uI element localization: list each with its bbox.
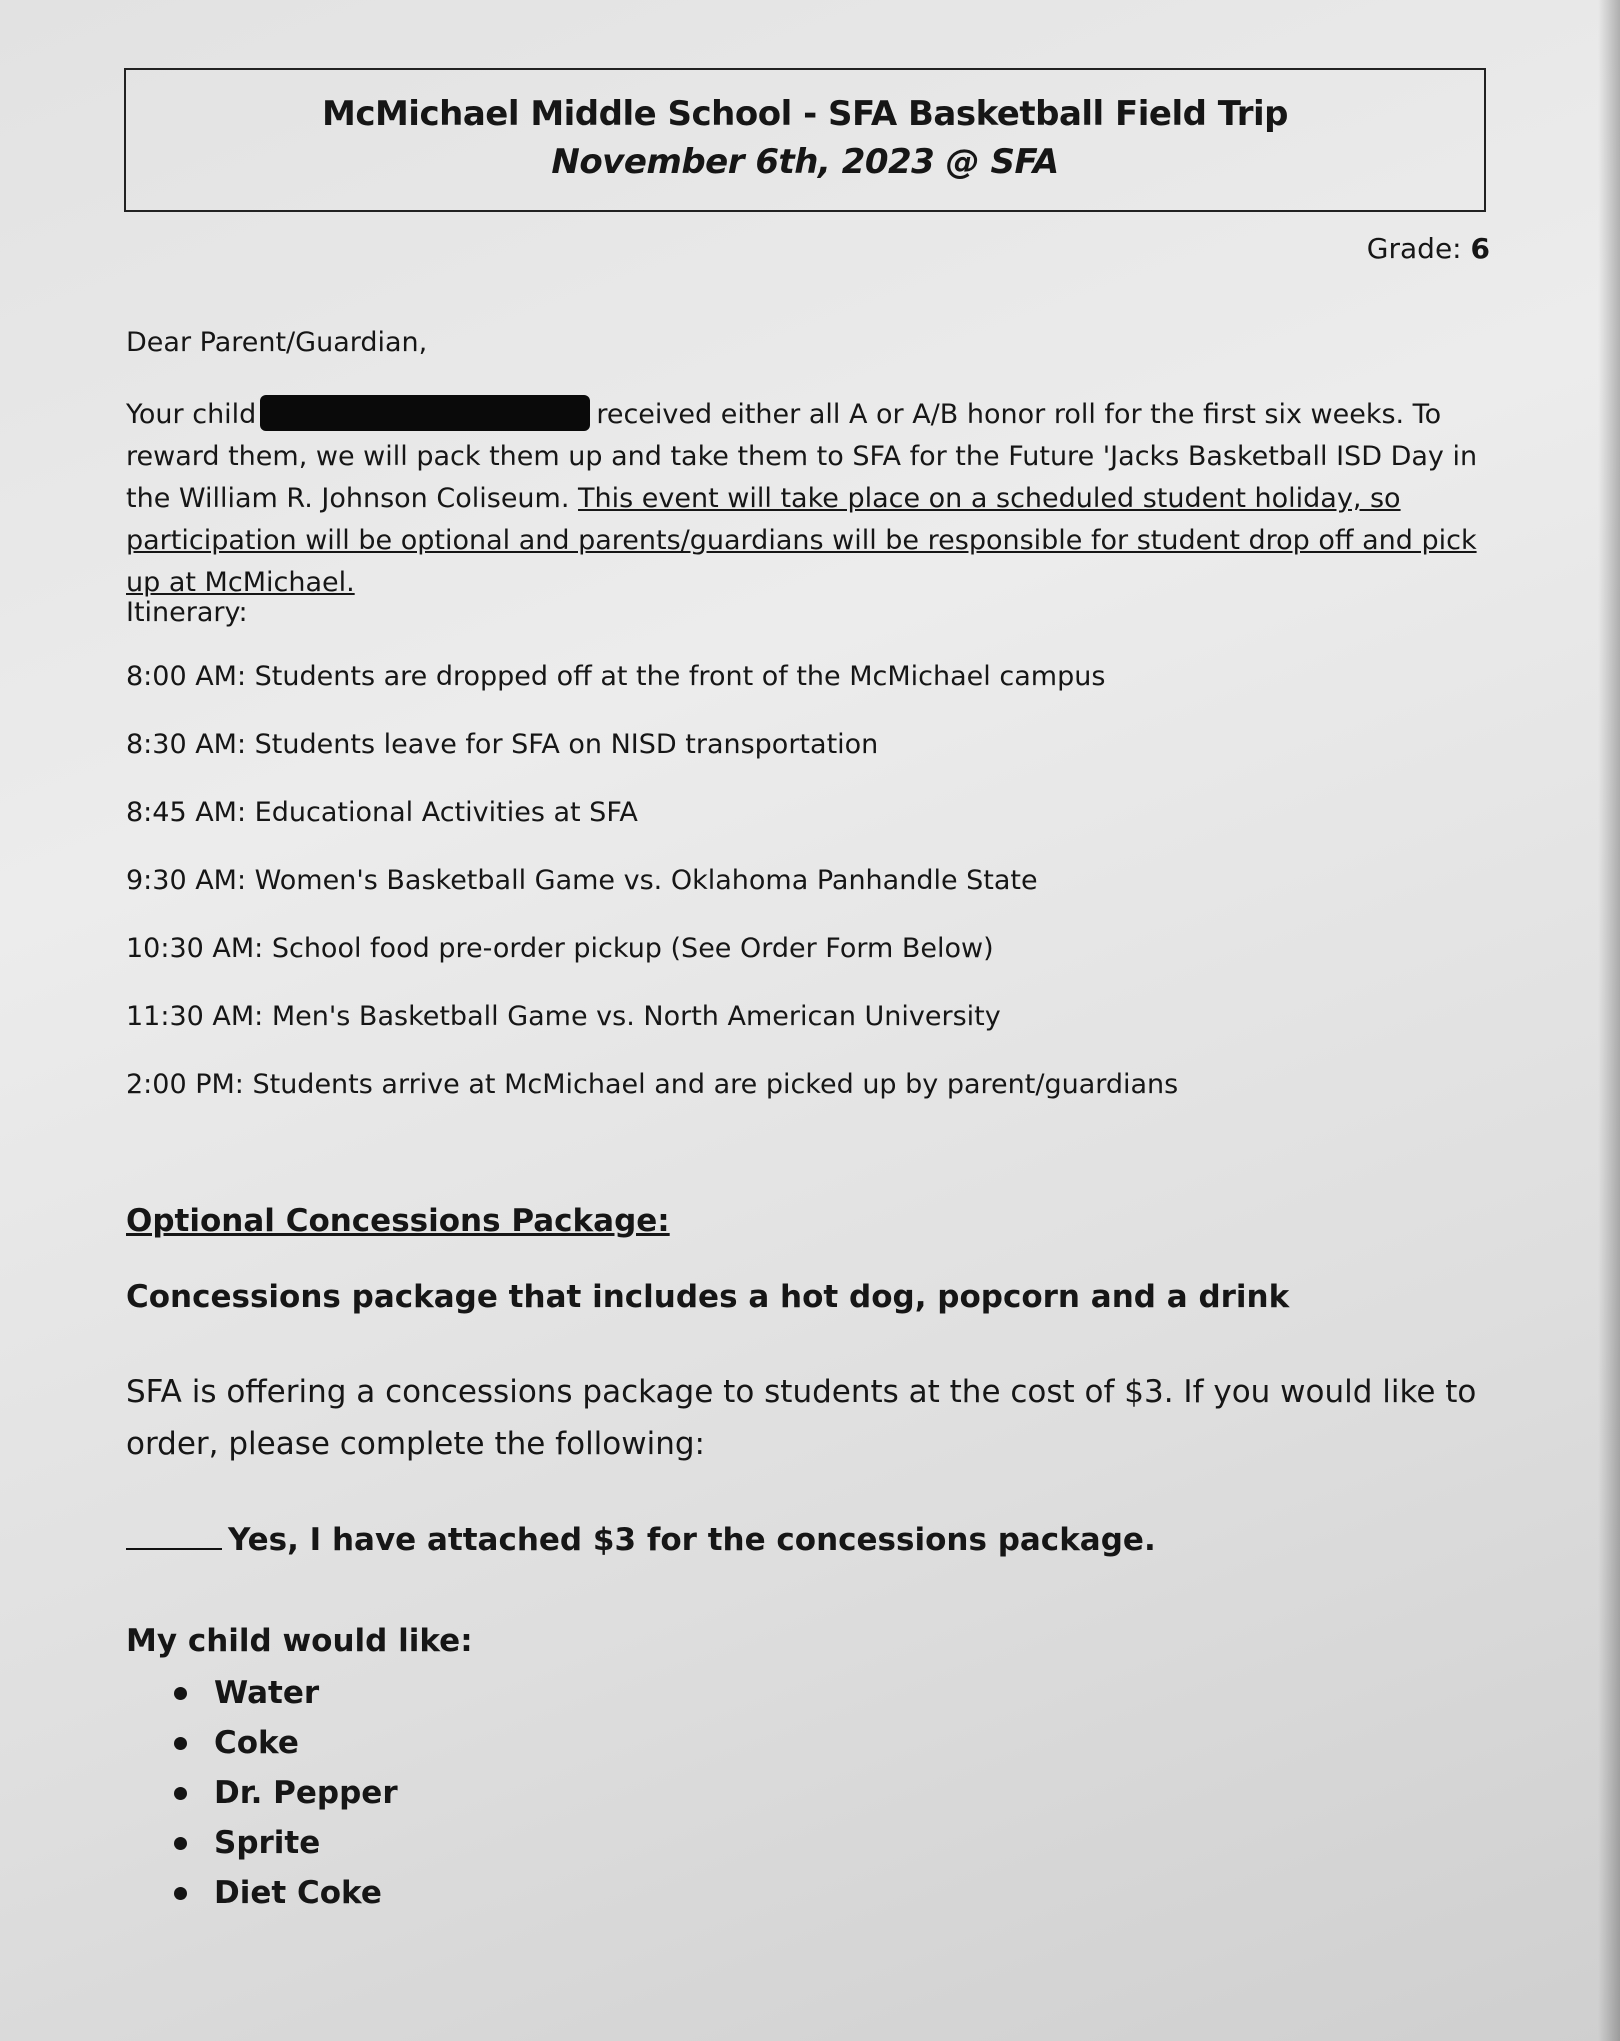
confirm-line bbox=[126, 1518, 1156, 1561]
grade-label: Grade: bbox=[1366, 232, 1462, 265]
bullet-icon bbox=[174, 1737, 187, 1750]
drink-option: Water bbox=[214, 1675, 320, 1711]
itinerary-item: 9:30 AM: Women's Basketball Game vs. Oklahoma Panhandle State bbox=[126, 865, 1038, 896]
list-item[interactable] bbox=[168, 1768, 398, 1818]
title-box bbox=[124, 68, 1486, 212]
intro-underlined: This event will take place on a scheduled student holiday, so participation will be optional and parents/guardians will be responsible for student drop off and pick up at McMichael. bbox=[126, 483, 1477, 598]
drink-option: Coke bbox=[214, 1725, 299, 1761]
concessions-offer: SFA is offering a concessions package to students at the cost of $3. If you would like to order, please complete the following: bbox=[126, 1374, 1477, 1462]
list-item[interactable] bbox=[168, 1668, 398, 1718]
bullet-icon bbox=[174, 1837, 187, 1850]
itinerary-item: 8:00 AM: Students are dropped off at the front of the McMichael campus bbox=[126, 661, 1106, 692]
bullet-icon bbox=[174, 1887, 187, 1900]
intro-start: Your child bbox=[126, 399, 257, 430]
intro-rest: received either all A or A/B honor roll for the first six weeks. To reward them, we will pack them up and take them to SFA for the Future 'Jacks Basketball ISD Day in the William R. Johnson Coliseum. bbox=[126, 399, 1478, 514]
itinerary-item: 10:30 AM: School food pre-order pickup (See Order Form Below) bbox=[126, 933, 994, 964]
confirm-blank[interactable] bbox=[126, 1518, 222, 1550]
intro-paragraph bbox=[126, 394, 1496, 604]
itinerary-item: 8:45 AM: Educational Activities at SFA bbox=[126, 797, 638, 828]
itinerary-label: Itinerary: bbox=[126, 597, 248, 628]
grade-value: 6 bbox=[1470, 232, 1490, 265]
itinerary-item: 11:30 AM: Men's Basketball Game vs. North American University bbox=[126, 1001, 1001, 1032]
redacted-name bbox=[260, 395, 590, 431]
list-item[interactable] bbox=[168, 1868, 398, 1918]
concessions-subheading: Concessions package that includes a hot dog, popcorn and a drink bbox=[126, 1279, 1290, 1315]
bullet-icon bbox=[174, 1787, 187, 1800]
drink-option: Sprite bbox=[214, 1825, 321, 1861]
list-item[interactable] bbox=[168, 1818, 398, 1868]
confirm-text: Yes, I have attached $3 for the concessions package. bbox=[228, 1522, 1156, 1558]
greeting: Dear Parent/Guardian, bbox=[126, 327, 428, 358]
page-edge-shadow bbox=[1598, 0, 1620, 2041]
drink-list bbox=[168, 1668, 398, 1918]
concessions-heading: Optional Concessions Package: bbox=[126, 1203, 670, 1239]
drink-option: Dr. Pepper bbox=[214, 1775, 398, 1811]
list-item[interactable] bbox=[168, 1718, 398, 1768]
document-title: McMichael Middle School - SFA Basketball Field Trip bbox=[321, 94, 1289, 134]
itinerary-item: 2:00 PM: Students arrive at McMichael and are picked up by parent/guardians bbox=[126, 1069, 1179, 1100]
grade-line bbox=[1367, 232, 1490, 265]
bullet-icon bbox=[174, 1687, 187, 1700]
child-like-label: My child would like: bbox=[126, 1623, 473, 1659]
document-date-line: November 6th, 2023 @ SFA bbox=[551, 142, 1059, 182]
drink-option: Diet Coke bbox=[214, 1875, 382, 1911]
itinerary-item: 8:30 AM: Students leave for SFA on NISD transportation bbox=[126, 729, 879, 760]
